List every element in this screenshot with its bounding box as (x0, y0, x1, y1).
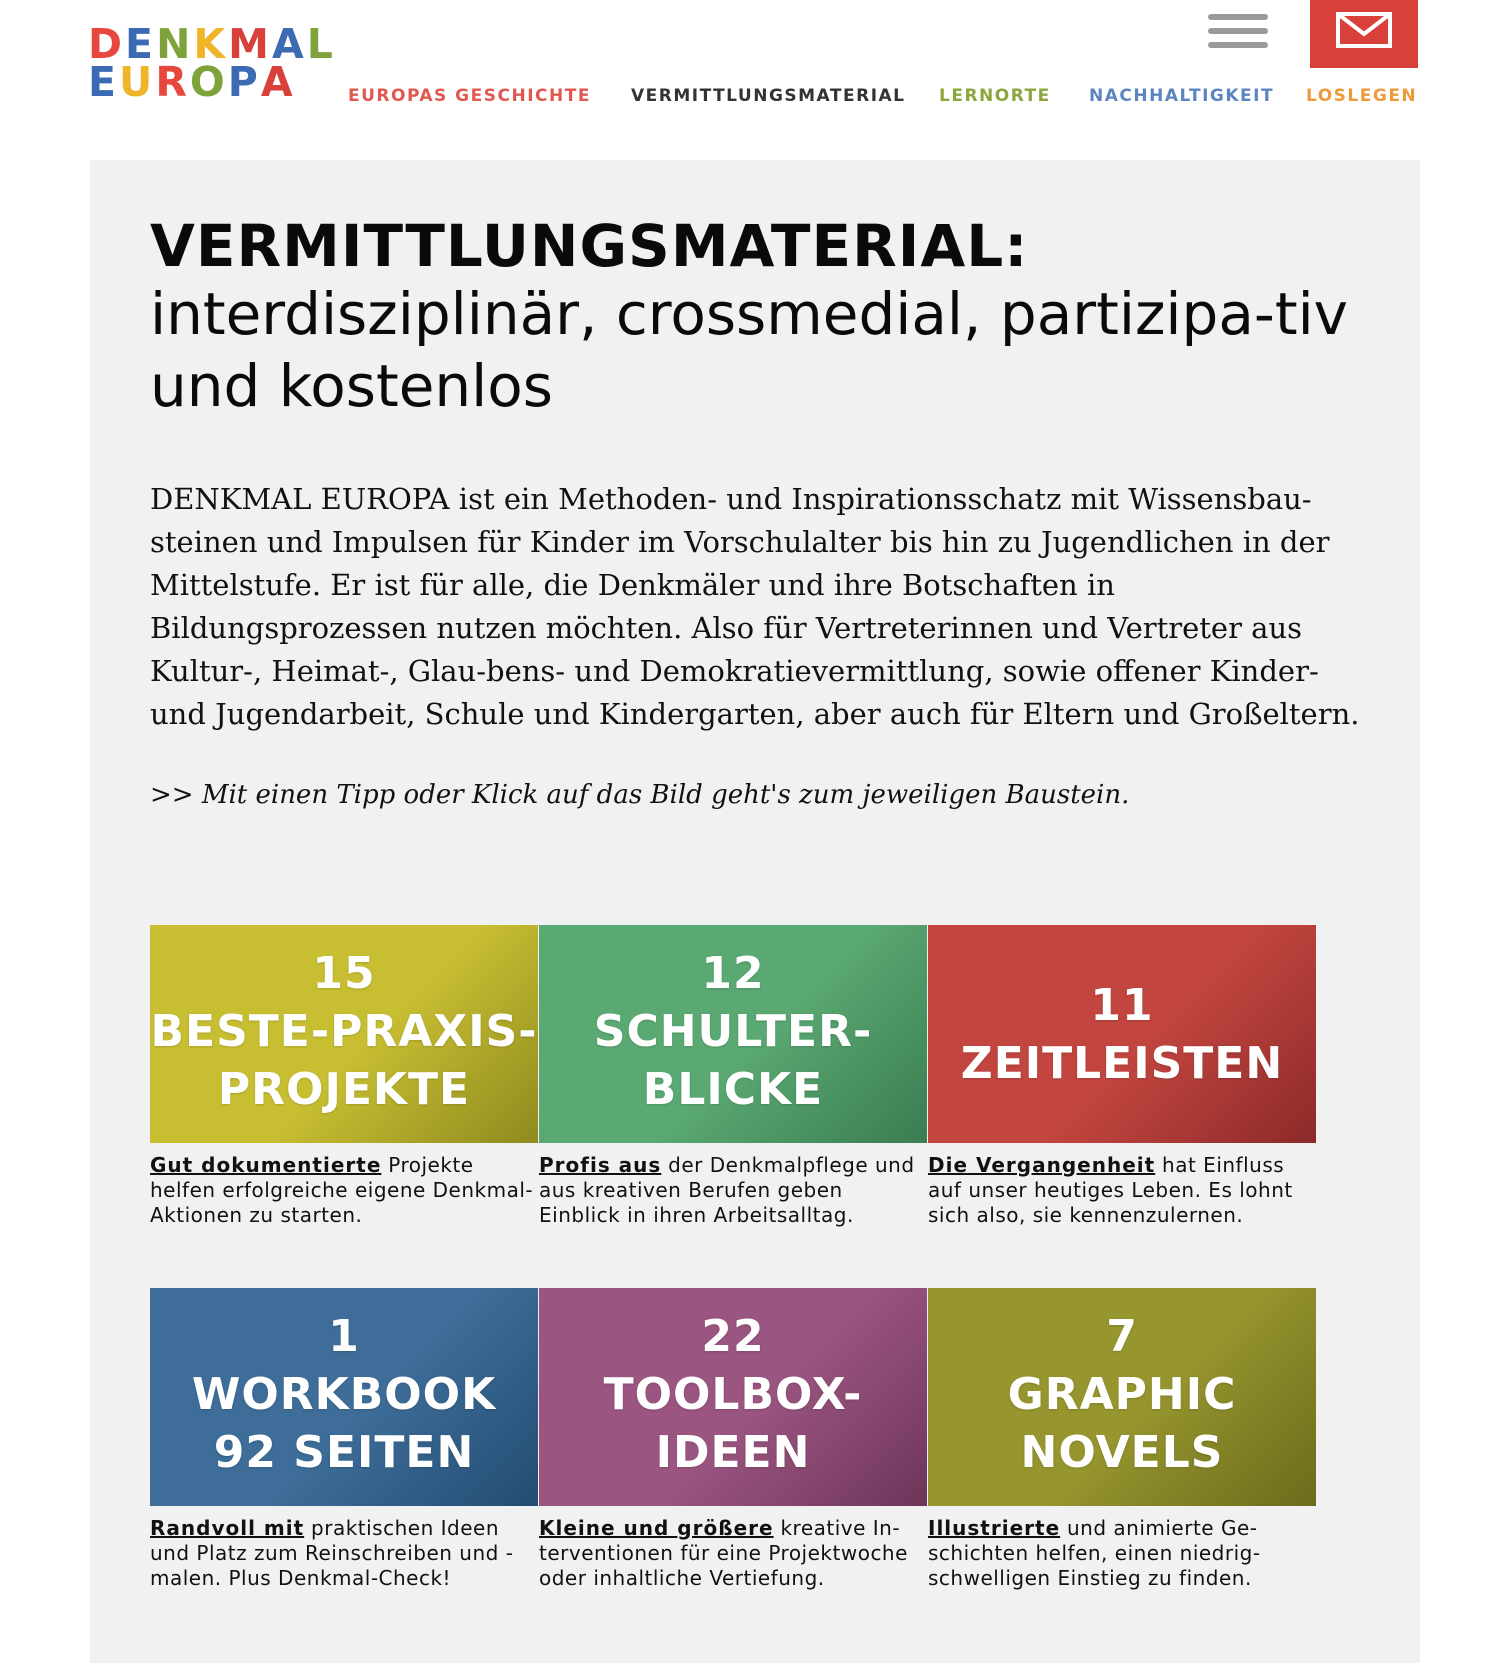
logo-letter: K (193, 20, 229, 68)
nav-lernorte[interactable]: LERNORTE (939, 86, 1051, 106)
nav-nachhaltigkeit[interactable]: NACHHALTIGKEIT (1089, 86, 1275, 106)
page-title: VERMITTLUNGSMATERIAL: (150, 212, 1029, 280)
card-title-line: PROJEKTE (217, 1064, 471, 1115)
nav-vermittlungsmaterial[interactable]: VERMITTLUNGSMATERIAL (631, 86, 906, 106)
card-link[interactable]: Gut dokumentierte (150, 1153, 382, 1177)
card-description (928, 1153, 1316, 1228)
card-description (928, 1516, 1316, 1591)
card-title-line: 92 SEITEN (213, 1427, 475, 1478)
card-link[interactable]: Illustrierte (928, 1516, 1061, 1540)
material-card[interactable] (150, 925, 538, 1228)
card-title-line: IDEEN (655, 1427, 811, 1478)
card-description (150, 1153, 538, 1228)
card-text: kreative In-terventionen für eine Projektwoche oder inhaltliche Vertiefung. (539, 1516, 908, 1590)
card-image[interactable] (539, 1288, 927, 1506)
intro-text: DENKMAL EUROPA ist ein Methoden- und Inspirationsschatz mit Wissensbau-steinen und Impulsen für Kinder im Vorschulalter bis hin zu Jugendlichen in der Mittelstufe. Er ist für alle, die Denkmäler und ihre Botschaften in Bildungsprozessen nutzen möchten. Also für Vertreterinnen und Vertreter aus Kultur-, Heimat-, Glau-bens- und Demokratievermittlung, sowie offener Kinder- und Jugendarbeit, Schule und Kindergarten, aber auch für Eltern und Großeltern. (150, 482, 1360, 731)
material-card[interactable] (539, 1288, 927, 1591)
logo-letter: M (228, 20, 272, 68)
page-subtitle: interdisziplinär, crossmedial, partizipa-tiv und kostenlos (150, 280, 1349, 420)
card-link[interactable]: Randvoll mit (150, 1516, 305, 1540)
card-title-line: 1 (328, 1311, 360, 1362)
logo-letter: A (260, 57, 296, 106)
material-card[interactable] (150, 1288, 538, 1591)
card-description (539, 1153, 927, 1228)
card-title-line: ZEITLEISTEN (960, 1038, 1284, 1089)
mail-button[interactable] (1310, 0, 1418, 68)
card-text: praktischen Ideen und Platz zum Reinschreiben und -malen. Plus Denkmal-Check! (150, 1516, 514, 1590)
card-link[interactable]: Die Vergangenheit (928, 1153, 1156, 1177)
card-link[interactable]: Kleine und größere (539, 1516, 774, 1540)
card-title-line: 12 (701, 948, 765, 999)
card-image[interactable] (150, 1288, 538, 1506)
logo-line-2 (88, 57, 336, 106)
card-title-line: 7 (1106, 1311, 1138, 1362)
card-title-line: BLICKE (642, 1064, 824, 1115)
card-image[interactable] (150, 925, 538, 1143)
material-card[interactable] (928, 925, 1316, 1228)
logo-letter: L (306, 20, 336, 68)
card-title-line: 15 (312, 948, 376, 999)
card-title-line: SCHULTER- (593, 1006, 873, 1057)
card-title-line: GRAPHIC (1007, 1369, 1237, 1420)
logo-letter: E (125, 20, 157, 68)
logo-letter: P (227, 57, 261, 106)
content-panel (90, 160, 1420, 1663)
card-description (539, 1516, 927, 1591)
card-image[interactable] (539, 925, 927, 1143)
card-link[interactable]: Profis aus (539, 1153, 662, 1177)
card-text: und animierte Ge-schichten helfen, einen niedrig-schwelligen Einstieg zu finden. (928, 1516, 1261, 1590)
card-text: hat Einfluss auf unser heutiges Leben. Es lohnt sich also, sie kennenzulernen. (928, 1153, 1293, 1227)
hamburger-icon[interactable] (1208, 14, 1268, 52)
card-text: Projekte helfen erfolgreiche eigene Denkmal-Aktionen zu starten. (150, 1153, 534, 1227)
logo-letter: U (119, 57, 156, 106)
card-title-line: WORKBOOK (191, 1369, 497, 1420)
logo-letter: N (156, 20, 194, 68)
material-card[interactable] (539, 925, 927, 1228)
card-title-line: BESTE-PRAXIS- (150, 1006, 538, 1057)
card-title-line: NOVELS (1020, 1427, 1224, 1478)
click-hint: >> Mit einen Tipp oder Klick auf das Bild geht's zum jeweiligen Baustein. (150, 780, 1130, 810)
logo-letter: O (189, 57, 228, 106)
card-text: der Denkmalpflege und aus kreativen Berufen geben Einblick in ihren Arbeitsalltag. (539, 1153, 915, 1227)
logo-letter: R (155, 57, 190, 106)
card-image[interactable] (928, 1288, 1316, 1506)
card-image[interactable] (928, 925, 1316, 1143)
logo-letter: E (88, 57, 120, 106)
site-logo[interactable] (88, 20, 336, 106)
card-title-line: 11 (1090, 980, 1154, 1031)
card-title-line: 22 (701, 1311, 765, 1362)
card-description (150, 1516, 538, 1591)
nav-loslegen[interactable]: LOSLEGEN (1306, 86, 1418, 106)
card-title-line: TOOLBOX- (603, 1369, 863, 1420)
logo-letter: D (88, 20, 126, 68)
logo-letter: A (271, 20, 307, 68)
mail-icon (1336, 12, 1392, 48)
nav-europas-geschichte[interactable]: EUROPAS GESCHICHTE (348, 86, 591, 106)
material-card[interactable] (928, 1288, 1316, 1591)
